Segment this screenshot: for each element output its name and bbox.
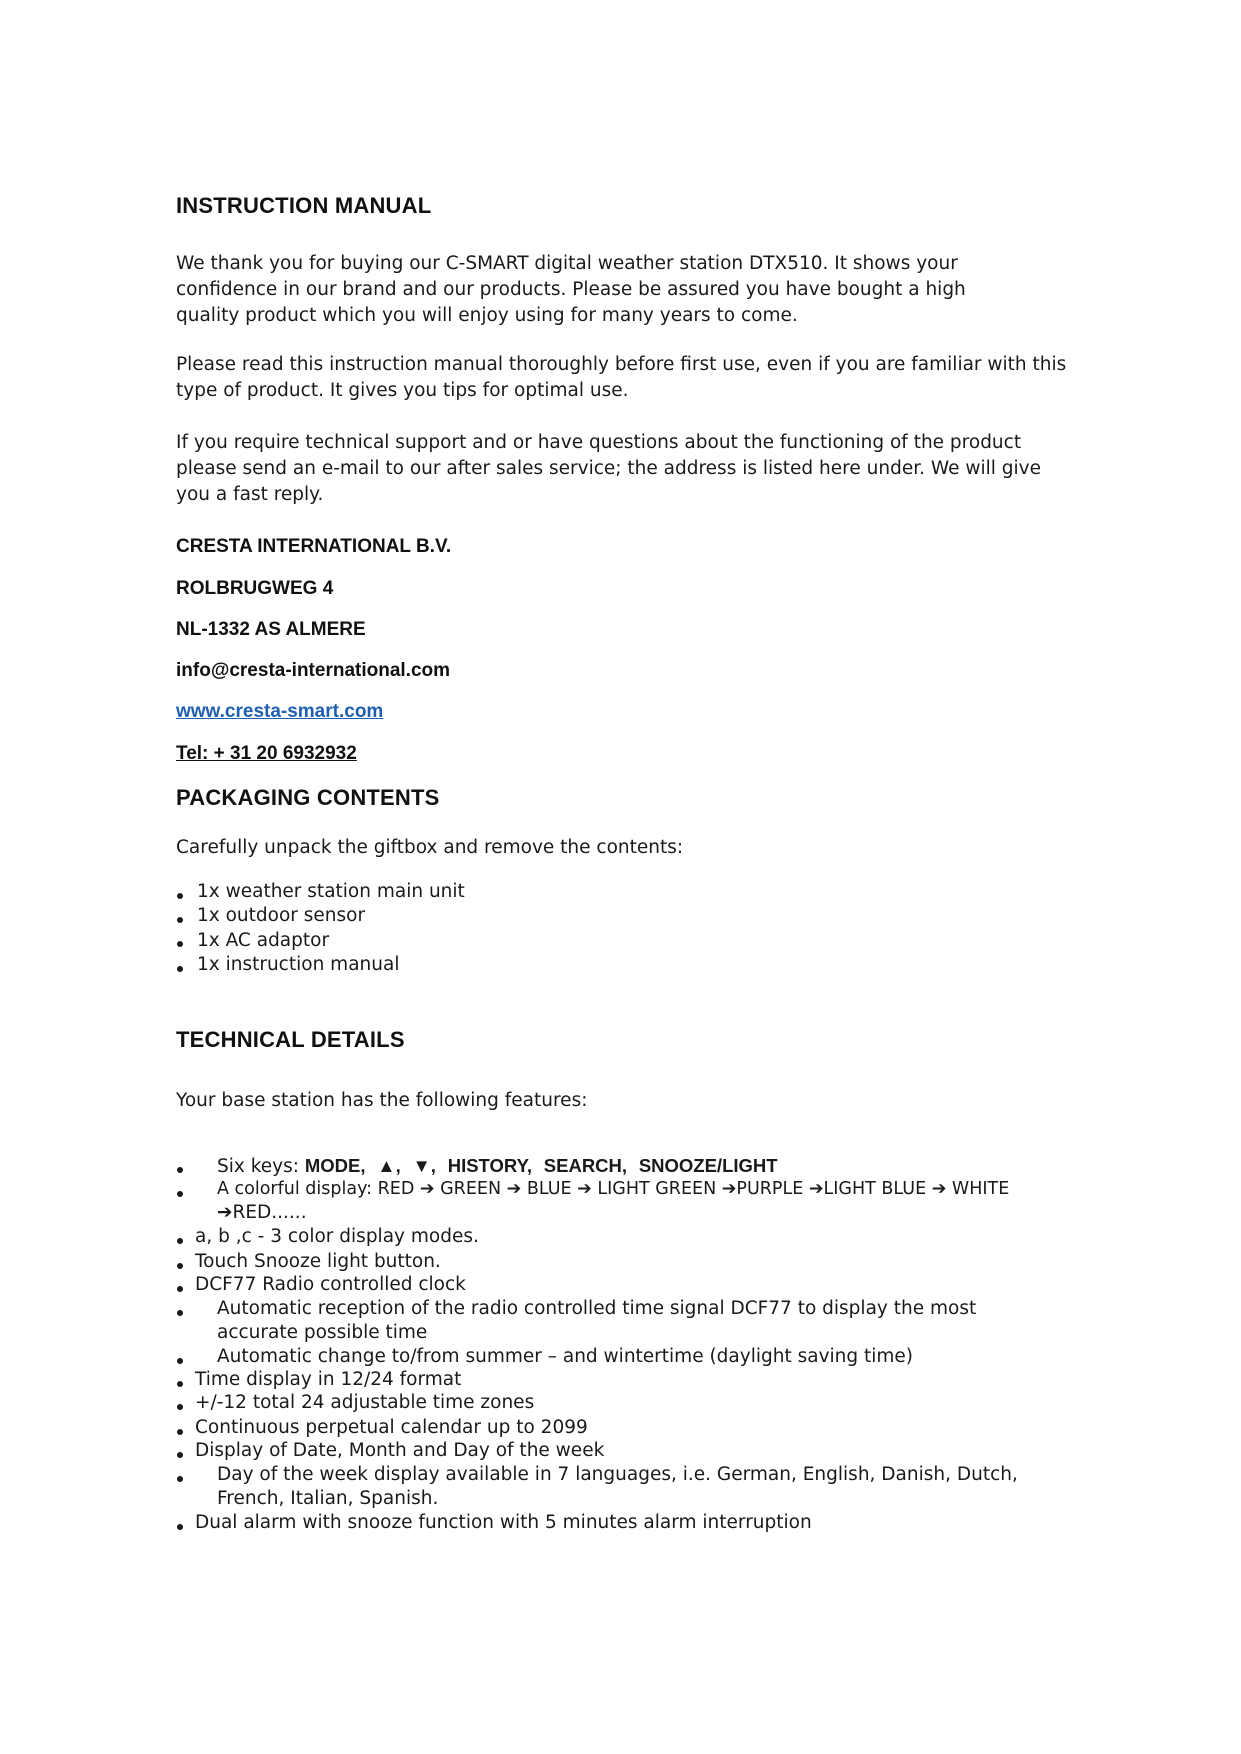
list-item: Display of Date, Month and Day of the week	[195, 1440, 605, 1461]
list-item-cont: accurate possible time	[217, 1322, 428, 1343]
bullet-icon	[177, 966, 183, 972]
key-snooze-light: SNOOZE/LIGHT	[638, 1155, 778, 1176]
list-item-six-keys	[217, 1155, 778, 1177]
list-item: Continuous perpetual calendar up to 2099	[195, 1417, 588, 1438]
list-item: a, b ,c - 3 color display modes.	[195, 1226, 479, 1247]
bullet-icon	[177, 1404, 183, 1410]
bullet-icon	[177, 917, 183, 923]
bullet-icon	[177, 1429, 183, 1435]
bullet-icon	[177, 1167, 183, 1173]
list-item: DCF77 Radio controlled clock	[195, 1274, 466, 1295]
intro-paragraph-2	[176, 352, 1076, 404]
telephone-link[interactable]: Tel: + 31 20 6932932	[176, 743, 357, 764]
list-item-display: A colorful display: RED ➔ GREEN ➔ BLUE ➔ LIGHT GREEN ➔PURPLE ➔LIGHT BLUE ➔ WHITE	[217, 1179, 1010, 1199]
section-title-technical-details: TECHNICAL DETAILS	[176, 1027, 405, 1052]
keys-prefix: Six keys:	[217, 1156, 299, 1177]
packaging-intro: Carefully unpack the giftbox and remove the contents:	[176, 837, 684, 858]
text-line: please send an e-mail to our after sales service; the address is listed here under. We will give	[176, 458, 1041, 479]
key-history: HISTORY,	[447, 1155, 533, 1176]
email-address[interactable]: info@cresta-international.com	[176, 660, 451, 681]
list-item: Touch Snooze light button.	[195, 1251, 441, 1272]
list-item: 1x outdoor sensor	[197, 905, 366, 926]
key-down: ▼,	[412, 1155, 436, 1176]
bullet-icon	[177, 1286, 183, 1292]
list-item: +/-12 total 24 adjustable time zones	[195, 1392, 535, 1413]
section-title-instruction-manual: INSTRUCTION MANUAL	[176, 193, 432, 218]
bullet-icon	[177, 1310, 183, 1316]
key-mode: MODE,	[304, 1155, 366, 1176]
bullet-icon	[177, 1381, 183, 1387]
bullet-icon	[177, 1358, 183, 1364]
bullet-icon	[177, 1524, 183, 1530]
text-line: If you require technical support and or have questions about the functioning of the product	[176, 432, 1022, 453]
key-search: SEARCH,	[543, 1155, 628, 1176]
text-line: you a fast reply.	[176, 484, 324, 505]
list-item: 1x weather station main unit	[197, 881, 465, 902]
text-line: type of product. It gives you tips for optimal use.	[176, 380, 629, 401]
list-item: Time display in 12/24 format	[195, 1369, 462, 1390]
bullet-icon	[177, 1476, 183, 1482]
section-title-packaging-contents: PACKAGING CONTENTS	[176, 785, 440, 810]
technical-intro: Your base station has the following features:	[176, 1090, 588, 1111]
website-link[interactable]: www.cresta-smart.com	[176, 701, 384, 722]
list-item: Automatic reception of the radio controlled time signal DCF77 to display the most	[217, 1298, 977, 1319]
list-item: 1x instruction manual	[197, 954, 400, 975]
company-name: CRESTA INTERNATIONAL B.V.	[176, 536, 452, 557]
bullet-icon	[177, 1263, 183, 1269]
text-line: quality product which you will enjoy using for many years to come.	[176, 305, 798, 326]
street-address: ROLBRUGWEG 4	[176, 578, 334, 599]
bullet-icon	[177, 1191, 183, 1197]
bullet-icon	[177, 893, 183, 899]
list-item-cont: French, Italian, Spanish.	[217, 1488, 439, 1509]
list-item: Automatic change to/from summer – and wintertime (daylight saving time)	[217, 1346, 914, 1367]
text-line: Please read this instruction manual thoroughly before first use, even if you are familiar with this	[176, 354, 1067, 375]
list-item: Dual alarm with snooze function with 5 minutes alarm interruption	[195, 1512, 812, 1533]
key-up: ▲,	[377, 1155, 401, 1176]
city-address: NL-1332 AS ALMERE	[176, 619, 366, 640]
text-line: confidence in our brand and our products. Please be assured you have bought a high	[176, 279, 966, 300]
list-item-display-cont: ➔RED......	[217, 1202, 307, 1223]
list-item: Day of the week display available in 7 languages, i.e. German, English, Danish, Dutch,	[217, 1464, 1018, 1485]
bullet-icon	[177, 1452, 183, 1458]
bullet-icon	[177, 1238, 183, 1244]
bullet-icon	[177, 941, 183, 947]
text-line: We thank you for buying our C-SMART digital weather station DTX510. It shows your	[176, 253, 958, 274]
intro-paragraph-3	[176, 430, 1076, 508]
intro-paragraph-1	[176, 251, 1076, 329]
list-item: 1x AC adaptor	[197, 930, 330, 951]
